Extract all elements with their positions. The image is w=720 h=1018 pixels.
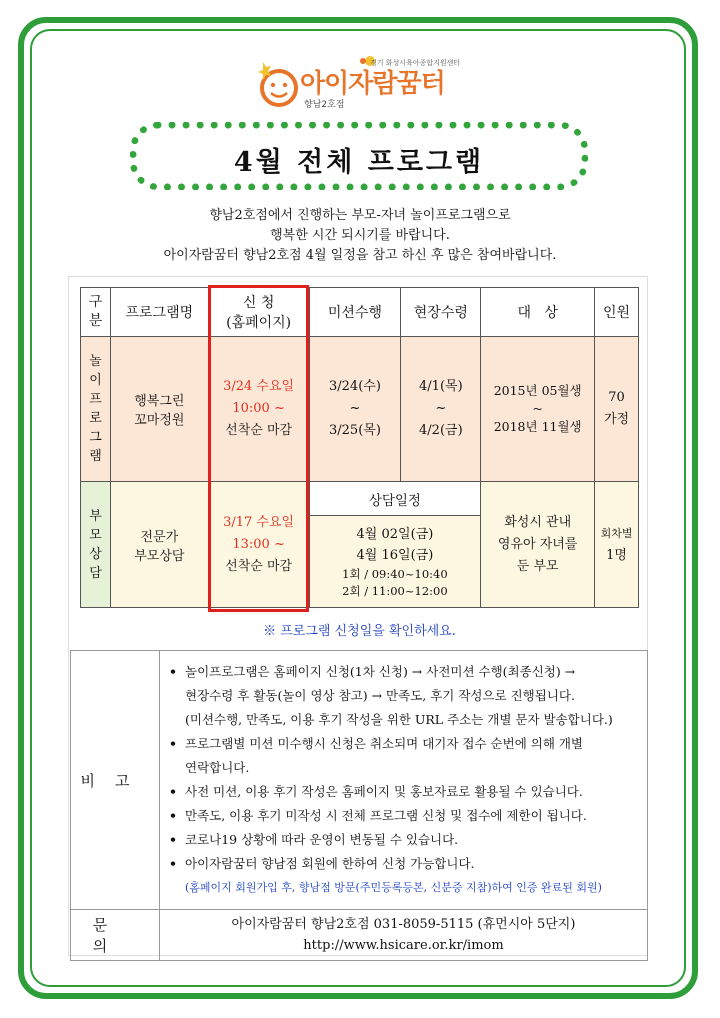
- row1-program-line1: 행복그린: [134, 394, 185, 409]
- row1-apply: [208, 337, 309, 482]
- row2-count-label: 회차별: [600, 526, 633, 540]
- program-table: [80, 287, 639, 608]
- row1-apply-date: 3/24 수요일: [223, 379, 295, 394]
- header-apply-line2: (홈페이지): [226, 315, 292, 331]
- row1-target: [481, 337, 595, 482]
- row1-pickup-sep: ~: [435, 401, 447, 416]
- intro-line-1: 향남2호점에서 진행하는 부모-자녀 놀이프로그램으로: [209, 208, 511, 223]
- remark-item: 현장수령 후 활동(놀이 영상 참고) → 만족도, 후기 작성으로 진행됩니다.: [185, 688, 575, 703]
- notice-text: ※ 프로그램 신청일을 확인하세요.: [263, 624, 456, 639]
- row1-pickup: [401, 337, 481, 482]
- contact-phone: 아이자람꿈터 향남2호점 031-8059-5115 (휴먼시아 5단지): [231, 917, 576, 932]
- contact-row: [71, 910, 648, 961]
- row2-program: [110, 482, 208, 608]
- intro-line-2: 행복한 시간 되시기를 바랍니다.: [270, 228, 450, 243]
- header-apply: [208, 288, 309, 337]
- contact-content: [160, 910, 648, 961]
- header-program: 프로그램명: [110, 288, 208, 337]
- row2-schedule-date1: 4월 02일(금): [356, 526, 434, 542]
- remark-item: • 사전 미션, 이용 후기 작성은 홈페이지 및 홍보자료로 활용될 수 있습니다.: [185, 780, 646, 804]
- page-title: 4월 전체 프로그램: [233, 147, 485, 178]
- header-target: 대 상: [481, 288, 595, 337]
- row1-apply-time: 10:00 ~: [232, 401, 285, 416]
- table-header-row: [81, 288, 639, 337]
- header-count: 인원: [595, 288, 639, 337]
- logo-org-name: 경기 화성시육아종합지원센터: [370, 59, 461, 67]
- remark-item: • 코로나19 상황에 따라 운영이 변동될 수 있습니다.: [185, 828, 646, 852]
- row2-apply-note: 선착순 마감: [225, 558, 293, 574]
- remarks-label: 비고: [71, 651, 160, 910]
- row2-apply: [208, 482, 309, 608]
- table-row-parent-counsel-top: [81, 482, 639, 516]
- row2-schedule-header: 상담일정: [309, 482, 481, 516]
- row2-count: [595, 482, 639, 608]
- row1-pickup-start: 4/1(목): [419, 379, 463, 394]
- logo-name-part1: 아이자람: [300, 69, 397, 99]
- row2-target-line1: 화성시 관내: [504, 514, 572, 530]
- row1-pickup-end: 4/2(금): [419, 423, 463, 438]
- header-pickup: 현장수령: [401, 288, 481, 337]
- table-row-play-program: [81, 337, 639, 482]
- remark-item: • 만족도, 이용 후기 미작성 시 전체 프로그램 신청 및 접수에 제한이 됩니다.: [185, 804, 646, 828]
- row1-count: [595, 337, 639, 482]
- row1-count-number: 70: [608, 390, 625, 405]
- remarks-list: [161, 660, 646, 900]
- row1-target-from: 2015년 05월생: [493, 383, 582, 398]
- logo-name-part2: 꿈터: [396, 69, 445, 99]
- row1-category: 놀이프로그램: [81, 337, 111, 482]
- row1-program-line2: 꼬마정원: [134, 413, 185, 428]
- row1-target-to: 2018년 11월생: [493, 419, 582, 434]
- header-mission: 미션수행: [309, 288, 401, 337]
- row2-target-line2: 영유아 자녀를: [497, 536, 578, 552]
- row2-schedule-session1: 1회 / 09:40~10:40: [342, 566, 448, 581]
- remark-item: 연락합니다.: [185, 760, 250, 775]
- contact-url[interactable]: http://www.hsicare.or.kr/imom: [303, 938, 504, 953]
- remarks-table: [70, 650, 648, 961]
- row2-schedule: [309, 516, 481, 608]
- header-apply-line1: 신 청: [242, 295, 275, 311]
- row2-schedule-session2: 2회 / 11:00~12:00: [342, 583, 448, 598]
- row2-program-line1: 전문가: [140, 529, 179, 545]
- remarks-content: [160, 651, 648, 910]
- remarks-row: [71, 651, 648, 910]
- remark-item: (미션수행, 만족도, 이용 후기 작성을 위한 URL 주소는 개별 문자 발송합니다.): [185, 712, 613, 727]
- logo-branch: 향남2호점: [304, 100, 345, 110]
- row2-target: [481, 482, 595, 608]
- row1-mission-end: 3/25(목): [329, 423, 381, 438]
- row2-category: 부모상담: [81, 482, 111, 608]
- row2-count-number: 1명: [606, 547, 627, 563]
- remark-item: • 프로그램별 미션 미수행시 신청은 취소되며 대기자 접수 순번에 의해 개별: [185, 732, 646, 756]
- row1-apply-note: 선착순 마감: [225, 423, 293, 438]
- remark-item-note: (홈페이지 회원가입 후, 향남점 방문(주민등록등본, 신분증 지참)하여 인증 완료된 회원): [185, 881, 602, 894]
- row1-target-sep: ~: [532, 401, 543, 416]
- row1-mission-start: 3/24(수): [329, 379, 381, 394]
- row1-count-unit: 가정: [603, 412, 630, 427]
- row2-program-line2: 부모상담: [134, 548, 185, 564]
- row2-schedule-date2: 4월 16일(금): [356, 547, 434, 563]
- contact-label: 문의: [71, 910, 160, 961]
- row2-apply-time: 13:00 ~: [232, 536, 285, 552]
- row1-mission-sep: ~: [349, 401, 361, 416]
- remark-item: • 놀이프로그램은 홈페이지 신청(1차 신청) → 사전미션 수행(최종신청) →: [185, 660, 646, 684]
- logo-name: [300, 63, 445, 100]
- intro-line-3: 아이자람꿈터 향남2호점 4월 일정을 참고 하신 후 많은 참여바랍니다.: [163, 248, 557, 263]
- row2-target-line3: 둔 부모: [516, 558, 559, 574]
- header-category: 구분: [81, 288, 111, 337]
- row1-program: [110, 337, 208, 482]
- remark-item: • 아이자람꿈터 향남점 회원에 한하여 신청 가능합니다.: [185, 852, 646, 876]
- row1-mission: [309, 337, 401, 482]
- row2-apply-date: 3/17 수요일: [223, 514, 295, 530]
